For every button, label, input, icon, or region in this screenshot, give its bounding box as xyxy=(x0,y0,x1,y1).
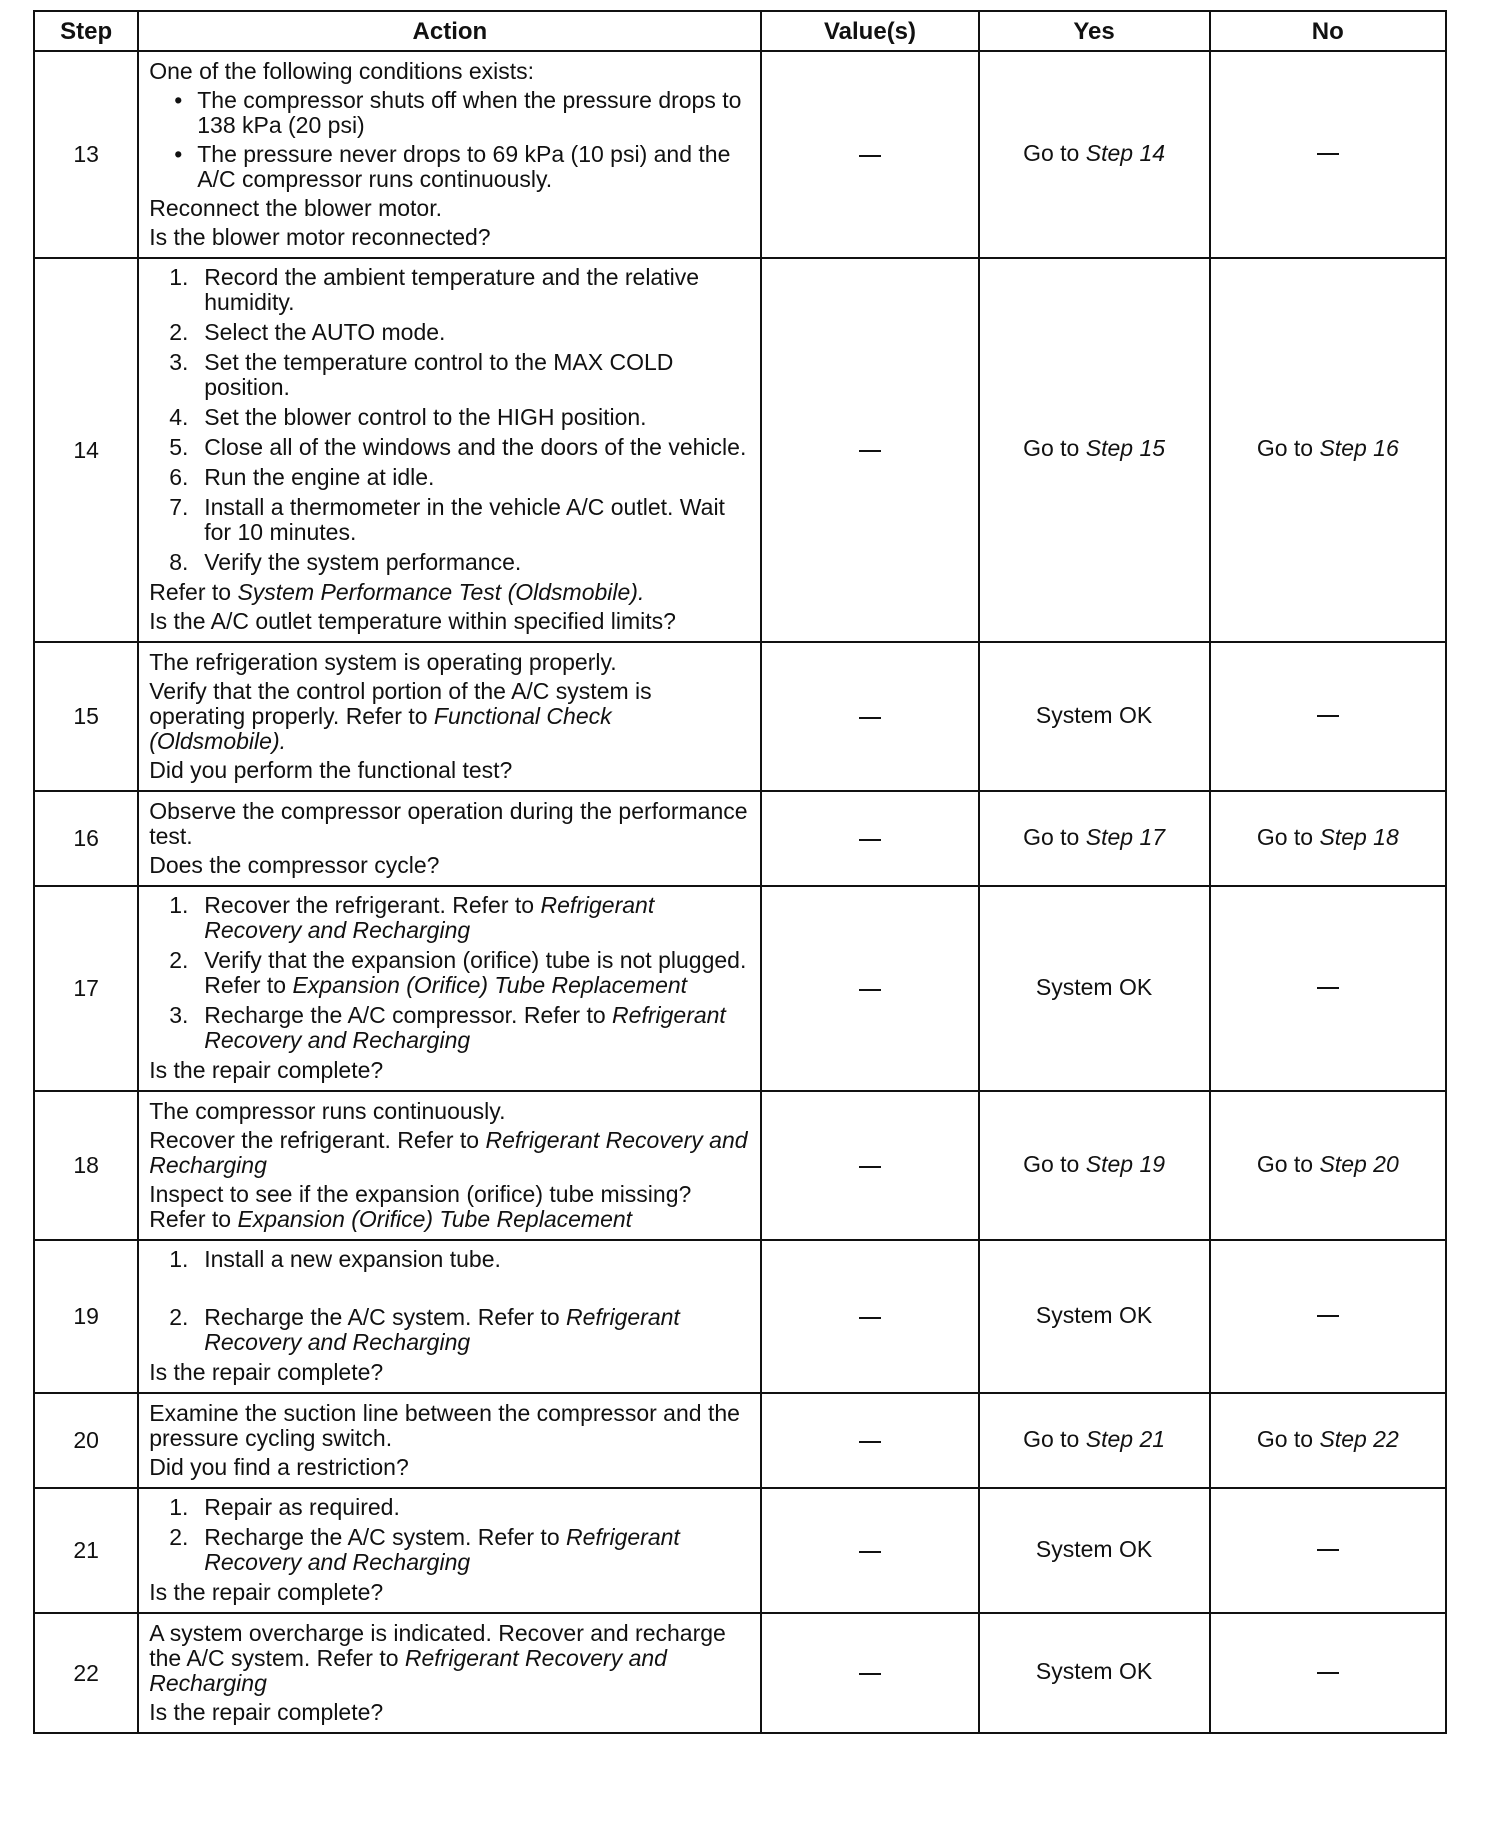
dash-mark xyxy=(1317,987,1339,989)
value-cell xyxy=(761,1488,978,1613)
no-cell xyxy=(1210,1240,1446,1393)
no-text: Go to Step 18 xyxy=(1256,823,1399,850)
dash-mark xyxy=(1317,1549,1339,1551)
dash-mark xyxy=(1317,1315,1339,1317)
numbered-item: 3. Recharge the A/C compressor. Refer to Refrigerant Recovery and Recharging xyxy=(169,1002,726,1053)
dash-mark xyxy=(1317,715,1339,717)
step-number: 21 xyxy=(34,1488,138,1613)
dash-mark xyxy=(859,1166,881,1168)
step-number: 15 xyxy=(34,642,138,791)
item-number: 2. xyxy=(169,319,189,345)
diagnostic-table-page xyxy=(33,10,1447,1734)
table-row xyxy=(34,1613,1446,1733)
step-number: 16 xyxy=(34,791,138,886)
reference-link: Step 19 xyxy=(1085,1150,1166,1177)
reference-link: Functional Check (Oldsmobile). xyxy=(149,703,612,754)
action-text: The compressor runs continuously. xyxy=(149,1098,506,1124)
spacer xyxy=(149,1277,750,1303)
header-no: No xyxy=(1210,11,1446,51)
step-number: 20 xyxy=(34,1393,138,1488)
dash-mark xyxy=(1317,1672,1339,1674)
numbered-item: 1. Install a new expansion tube. xyxy=(169,1246,501,1272)
value-cell xyxy=(761,1240,978,1393)
header-yes: Yes xyxy=(979,11,1210,51)
action-text: Refer to System Performance Test (Oldsmobile). xyxy=(149,579,645,605)
reference-link: Refrigerant Recovery and Recharging xyxy=(149,1127,748,1178)
item-number: 2. xyxy=(169,1524,189,1550)
action-text: Examine the suction line between the compressor and the pressure cycling switch. xyxy=(149,1400,740,1451)
action-text: Inspect to see if the expansion (orifice) tube missing? Refer to Expansion (Orifice) Tube Replacement xyxy=(149,1181,692,1232)
no-text: Go to Step 16 xyxy=(1256,435,1399,461)
yes-text: System OK xyxy=(1035,973,1153,1000)
bullet-icon: • xyxy=(174,141,183,167)
item-number: 1. xyxy=(169,892,189,918)
value-cell xyxy=(761,1613,978,1733)
value-cell xyxy=(761,886,978,1091)
action-text: Is the blower motor reconnected? xyxy=(149,224,491,250)
dash-mark xyxy=(1317,153,1339,155)
action-cell xyxy=(138,1393,761,1488)
numbered-item: 1. Record the ambient temperature and the relative humidity. xyxy=(169,264,700,315)
yes-text: System OK xyxy=(1035,1535,1153,1562)
item-number: 1. xyxy=(169,1246,189,1272)
step-number: 19 xyxy=(34,1240,138,1393)
item-number: 3. xyxy=(169,1002,189,1028)
action-text: Does the compressor cycle? xyxy=(149,852,440,878)
action-cell xyxy=(138,1091,761,1240)
no-cell xyxy=(1210,791,1446,886)
diagnostic-table xyxy=(33,10,1447,1734)
item-number: 1. xyxy=(169,264,189,290)
action-text: A system overcharge is indicated. Recover and recharge the A/C system. Refer to Refrigerant Recovery and Recharging xyxy=(149,1620,726,1696)
no-text: Go to Step 20 xyxy=(1256,1150,1399,1177)
action-text: Is the repair complete? xyxy=(149,1699,384,1725)
numbered-item: 5. Close all of the windows and the doors of the vehicle. xyxy=(169,434,747,460)
yes-text: System OK xyxy=(1035,1658,1153,1684)
action-text: The refrigeration system is operating properly. xyxy=(149,649,617,675)
action-cell xyxy=(138,642,761,791)
table-row xyxy=(34,642,1446,791)
reference-link: Step 21 xyxy=(1085,1425,1166,1452)
bullet-item: • The pressure never drops to 69 kPa (10 psi) and the A/C compressor runs continuously. xyxy=(174,141,731,192)
reference-link: Step 16 xyxy=(1319,435,1399,461)
value-cell xyxy=(761,1393,978,1488)
value-cell xyxy=(761,791,978,886)
action-cell xyxy=(138,258,761,642)
numbered-item: 2. Verify that the expansion (orifice) tube is not plugged. Refer to Expansion (Orifice) Tube Replacement xyxy=(169,947,747,998)
reference-link: Refrigerant Recovery and Recharging xyxy=(204,1002,726,1053)
table-row xyxy=(34,1091,1446,1240)
item-number: 1. xyxy=(169,1494,189,1520)
yes-cell xyxy=(979,642,1210,791)
dash-mark xyxy=(859,839,881,841)
step-number: 14 xyxy=(34,258,138,642)
header-values: Value(s) xyxy=(761,11,978,51)
yes-text: Go to Step 21 xyxy=(1023,1425,1166,1452)
yes-cell xyxy=(979,1488,1210,1613)
yes-text: Go to Step 19 xyxy=(1023,1150,1166,1177)
reference-link: Refrigerant Recovery and Recharging xyxy=(204,1524,680,1575)
value-cell xyxy=(761,642,978,791)
reference-link: Step 22 xyxy=(1319,1425,1399,1452)
action-text: Reconnect the blower motor. xyxy=(149,195,443,221)
numbered-item: 4. Set the blower control to the HIGH position. xyxy=(169,404,647,430)
action-cell xyxy=(138,1488,761,1613)
action-cell xyxy=(138,1613,761,1733)
value-cell xyxy=(761,1091,978,1240)
item-number: 2. xyxy=(169,1304,189,1330)
table-header-row xyxy=(34,11,1446,51)
item-number: 3. xyxy=(169,349,189,375)
value-cell xyxy=(761,258,978,642)
action-text: Is the A/C outlet temperature within specified limits? xyxy=(149,608,676,634)
dash-mark xyxy=(859,989,881,991)
numbered-item: 1. Repair as required. xyxy=(169,1494,400,1520)
reference-link: Refrigerant Recovery and Recharging xyxy=(204,1304,680,1355)
yes-cell xyxy=(979,1240,1210,1393)
numbered-item: 6. Run the engine at idle. xyxy=(169,464,435,490)
action-cell xyxy=(138,791,761,886)
value-cell xyxy=(761,51,978,258)
yes-cell xyxy=(979,1613,1210,1733)
yes-cell xyxy=(979,1091,1210,1240)
numbered-item: 2. Recharge the A/C system. Refer to Refrigerant Recovery and Recharging xyxy=(169,1524,680,1575)
step-number: 22 xyxy=(34,1613,138,1733)
no-cell xyxy=(1210,1091,1446,1240)
yes-cell xyxy=(979,886,1210,1091)
bullet-item: • The compressor shuts off when the pressure drops to 138 kPa (20 psi) xyxy=(174,87,742,138)
no-cell xyxy=(1210,1613,1446,1733)
numbered-item: 2. Select the AUTO mode. xyxy=(169,319,446,345)
action-cell xyxy=(138,1240,761,1393)
table-row xyxy=(34,886,1446,1091)
action-cell xyxy=(138,886,761,1091)
no-cell xyxy=(1210,1393,1446,1488)
reference-link: Step 14 xyxy=(1085,139,1166,166)
bullet-icon: • xyxy=(174,87,183,113)
yes-cell xyxy=(979,1393,1210,1488)
dash-mark xyxy=(859,450,881,452)
table-row xyxy=(34,1240,1446,1393)
yes-cell xyxy=(979,258,1210,642)
numbered-item: 7. Install a thermometer in the vehicle A/C outlet. Wait for 10 minutes. xyxy=(169,494,725,545)
reference-link: Expansion (Orifice) Tube Replacement xyxy=(292,972,688,998)
no-text: Go to Step 22 xyxy=(1256,1425,1399,1452)
item-number: 4. xyxy=(169,404,189,430)
no-cell xyxy=(1210,1488,1446,1613)
action-text: Is the repair complete? xyxy=(149,1359,384,1385)
header-step: Step xyxy=(34,11,138,51)
step-number: 17 xyxy=(34,886,138,1091)
reference-link: Step 20 xyxy=(1319,1150,1399,1177)
yes-cell xyxy=(979,51,1210,258)
no-cell xyxy=(1210,642,1446,791)
reference-link: Step 18 xyxy=(1319,823,1399,850)
reference-link: Refrigerant Recovery and Recharging xyxy=(149,1645,667,1696)
dash-mark xyxy=(859,155,881,157)
numbered-item: 1. Recover the refrigerant. Refer to Refrigerant Recovery and Recharging xyxy=(169,892,655,943)
item-number: 8. xyxy=(169,549,189,575)
yes-text: Go to Step 17 xyxy=(1023,823,1166,850)
yes-text: Go to Step 14 xyxy=(1023,139,1166,166)
numbered-item: 2. Recharge the A/C system. Refer to Refrigerant Recovery and Recharging xyxy=(169,1304,680,1355)
table-row xyxy=(34,791,1446,886)
table-row xyxy=(34,51,1446,258)
action-text: Did you perform the functional test? xyxy=(149,757,513,783)
reference-link: Expansion (Orifice) Tube Replacement xyxy=(237,1206,633,1232)
action-text: Recover the refrigerant. Refer to Refrigerant Recovery and Recharging xyxy=(149,1127,748,1178)
action-text: Is the repair complete? xyxy=(149,1579,384,1605)
action-text: Observe the compressor operation during the performance test. xyxy=(149,798,748,849)
item-number: 7. xyxy=(169,494,189,520)
step-number: 13 xyxy=(34,51,138,258)
reference-link: System Performance Test (Oldsmobile). xyxy=(237,579,645,605)
action-text: Verify that the control portion of the A/C system is operating properly. Refer to Functional Check (Oldsmobile). xyxy=(149,678,652,754)
reference-link: Refrigerant Recovery and Recharging xyxy=(204,892,655,943)
numbered-item: 3. Set the temperature control to the MAX COLD position. xyxy=(169,349,674,400)
yes-text: System OK xyxy=(1035,701,1153,728)
yes-text: System OK xyxy=(1035,1301,1153,1328)
action-text: One of the following conditions exists: xyxy=(149,58,535,84)
table-body xyxy=(34,51,1446,1733)
dash-mark xyxy=(859,1551,881,1553)
table-row xyxy=(34,1393,1446,1488)
no-cell xyxy=(1210,886,1446,1091)
numbered-item: 8. Verify the system performance. xyxy=(169,549,522,575)
action-cell xyxy=(138,51,761,258)
item-number: 5. xyxy=(169,434,189,460)
no-cell xyxy=(1210,258,1446,642)
action-text: Is the repair complete? xyxy=(149,1057,384,1083)
dash-mark xyxy=(859,1317,881,1319)
step-number: 18 xyxy=(34,1091,138,1240)
dash-mark xyxy=(859,717,881,719)
table-row xyxy=(34,1488,1446,1613)
reference-link: Step 17 xyxy=(1085,823,1166,850)
yes-text: Go to Step 15 xyxy=(1023,435,1166,461)
header-action: Action xyxy=(138,11,761,51)
dash-mark xyxy=(859,1441,881,1443)
no-cell xyxy=(1210,51,1446,258)
table-row xyxy=(34,258,1446,642)
yes-cell xyxy=(979,791,1210,886)
reference-link: Step 15 xyxy=(1085,435,1166,461)
item-number: 2. xyxy=(169,947,189,973)
dash-mark xyxy=(859,1673,881,1675)
action-text: Did you find a restriction? xyxy=(149,1454,409,1480)
item-number: 6. xyxy=(169,464,189,490)
